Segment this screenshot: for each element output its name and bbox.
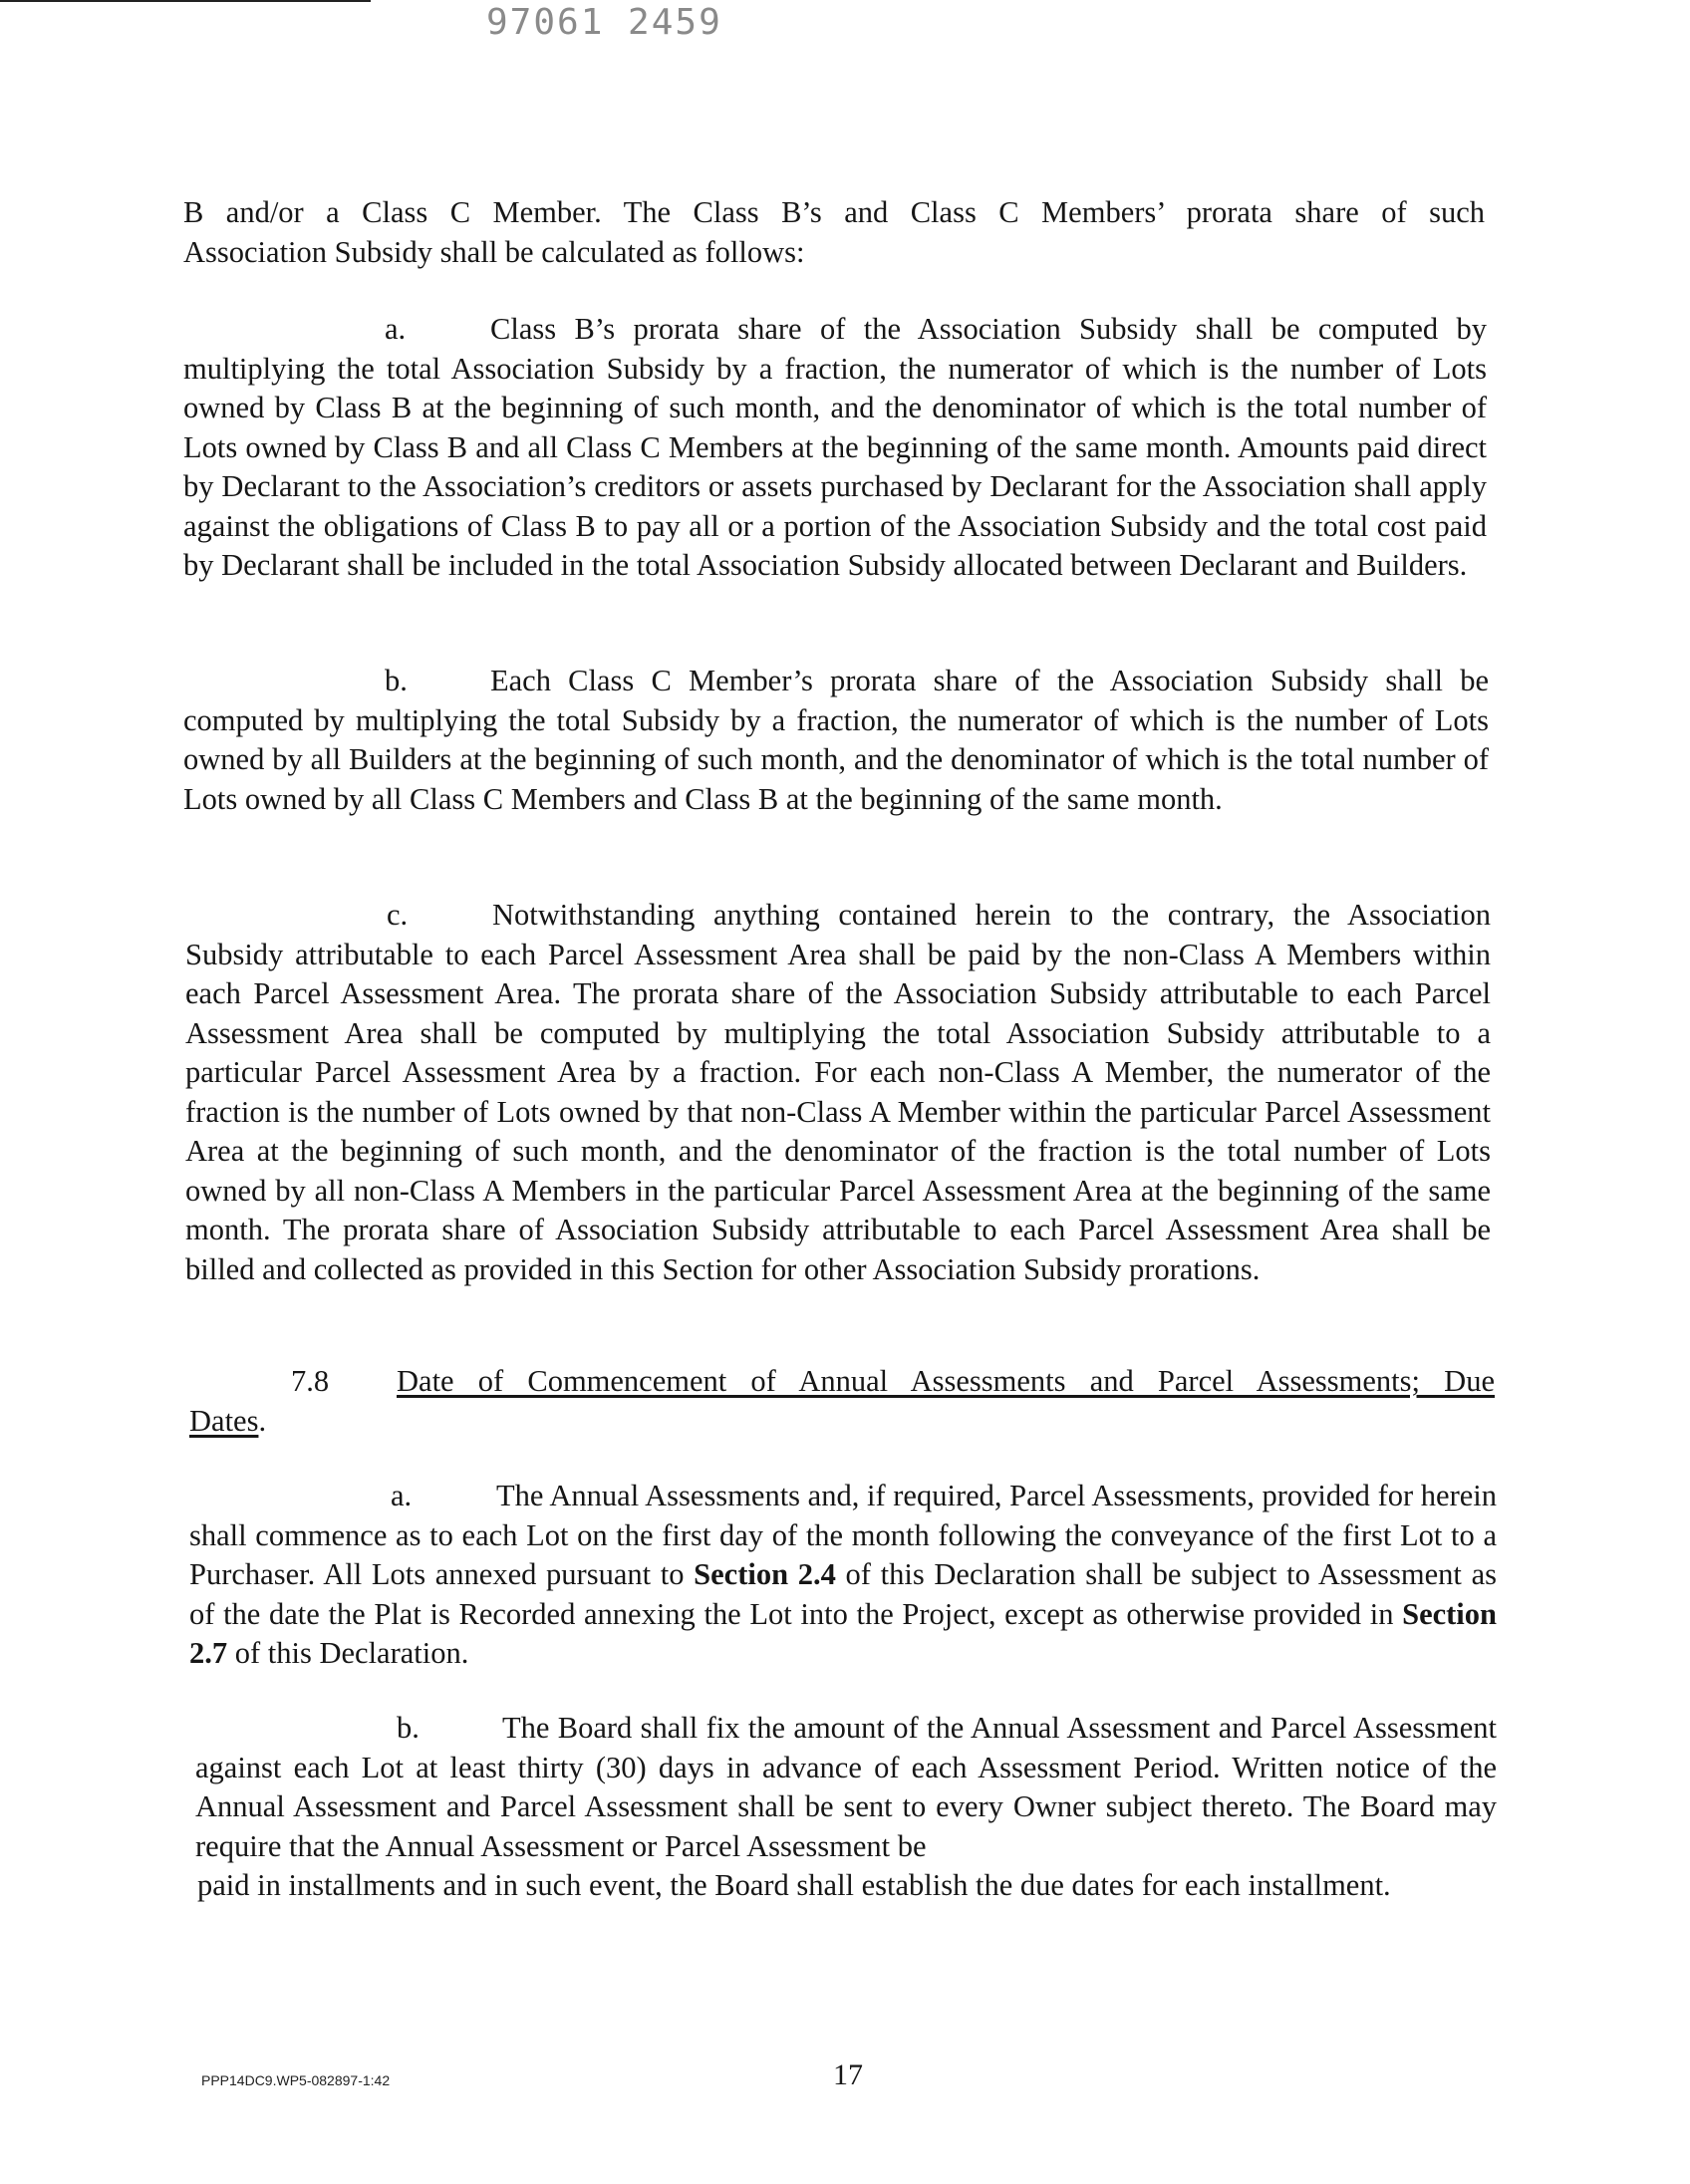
paragraph-a [183,310,1487,586]
intro-paragraph [183,193,1485,272]
paragraph-7-8-b-letter: b. [397,1711,420,1745]
paragraph-7-8-b-tail-text: paid in installments and in such event, the Board shall establish the due dates for each installment. [197,1868,1391,1902]
section-number: 7.8 [291,1364,330,1398]
section-7-8-heading [189,1361,1495,1441]
paragraph-a-text: Class B’s prorata share of the Association Subsidy shall be computed by multiplying the total Association Subsidy by a fraction, the numerator of which is the number of Lots owned by Class B at the beginning of such month, and the denominator of which is the total number of Lots owned by Class B and all Class C Members at the beginning of the same month. Amounts paid direct by Declarant to the Association’s creditors or assets purchased by Declarant for the Association shall apply against the obligations of Class B to pay all or a portion of the Association Subsidy and the total cost paid by Declarant shall be included in the total Association Subsidy allocated between Declarant and Builders. [183,312,1487,582]
section-2-7-reference: Section 2.7 [189,1596,1497,1670]
section-2-4-reference: Section 2.4 [694,1557,836,1591]
paragraph-7-8-a [189,1477,1497,1674]
paragraph-7-8-a-text-2: of this Declaration shall be subject to Assessment as of the date the Plat is Recorded annexing the Lot into the Project, except as otherwise provided in [189,1557,1497,1631]
document-stamp-number: 97061 2459 [486,2,722,43]
paragraph-c-letter: c. [387,898,409,932]
paragraph-7-8-b-tail [197,1866,1403,1906]
page-number: 17 [833,2058,863,2091]
paragraph-c-text: Notwithstanding anything contained herein to the contrary, the Association Subsidy attributable to each Parcel Assessment Area shall be paid by the non-Class A Members within each Parcel Assessment Area. The prorata share of the Association Subsidy attributable to each Parcel Assessment Area shall be computed by multiplying the total Association Subsidy attributable to a particular Parcel Assessment Area by a fraction. For each non-Class A Member, the numerator of the fraction is the number of Lots owned by that non-Class A Member within the particular Parcel Assessment Area at the beginning of such month, and the denominator of the fraction is the total number of Lots owned by all non-Class A Members in the particular Parcel Assessment Area at the beginning of the same month. The prorata share of Association Subsidy attributable to each Parcel Assessment Area shall be billed and collected as provided in this Section for other Association Subsidy prorations. [185,898,1491,1286]
paragraph-a-letter: a. [385,312,407,346]
paragraph-c [185,896,1491,1289]
paragraph-7-8-a-text-3: of this Declaration. [227,1636,469,1670]
intro-line-1: B and/or a Class C Member. The Class B’s and Class C Members’ prorata share of such [183,195,1485,229]
paragraph-7-8-b-text: The Board shall fix the amount of the Annual Assessment and Parcel Assessment against each Lot at least thirty (30) days in advance of each Assessment Period. Written notice of the Annual Assessment and Parcel Assessment shall be sent to every Owner subject thereto. The Board may require that the Annual Assessment or Parcel Assessment be [195,1711,1497,1863]
paragraph-7-8-a-text-1: The Annual Assessments and, if required, Parcel Assessments, provided for herein shall commence as to each Lot on the first day of the month following the conveyance of the first Lot to a Purchaser. All Lots annexed pursuant to [189,1479,1497,1591]
intro-line-2: Association Subsidy shall be calculated as follows: [183,234,805,269]
paragraph-b-letter: b. [385,664,408,697]
section-title-end: . [258,1404,267,1438]
footer-file-code: PPP14DC9.WP5-082897-1:42 [201,2072,391,2088]
paragraph-7-8-b [195,1709,1497,1866]
paragraph-b [183,662,1489,819]
top-edge-rule [0,0,371,2]
section-title-line-2: Dates [189,1404,259,1438]
section-title-line-1: Date of Commencement of Annual Assessments and Parcel Assessments; Due [397,1364,1495,1398]
paragraph-b-text: Each Class C Member’s prorata share of the Association Subsidy shall be computed by multiplying the total Subsidy by a fraction, the numerator of which is the number of Lots owned by all Builders at the beginning of such month, and the denominator of which is the total number of Lots owned by all Class C Members and Class B at the beginning of the same month. [183,664,1489,816]
paragraph-7-8-a-letter: a. [391,1479,413,1512]
